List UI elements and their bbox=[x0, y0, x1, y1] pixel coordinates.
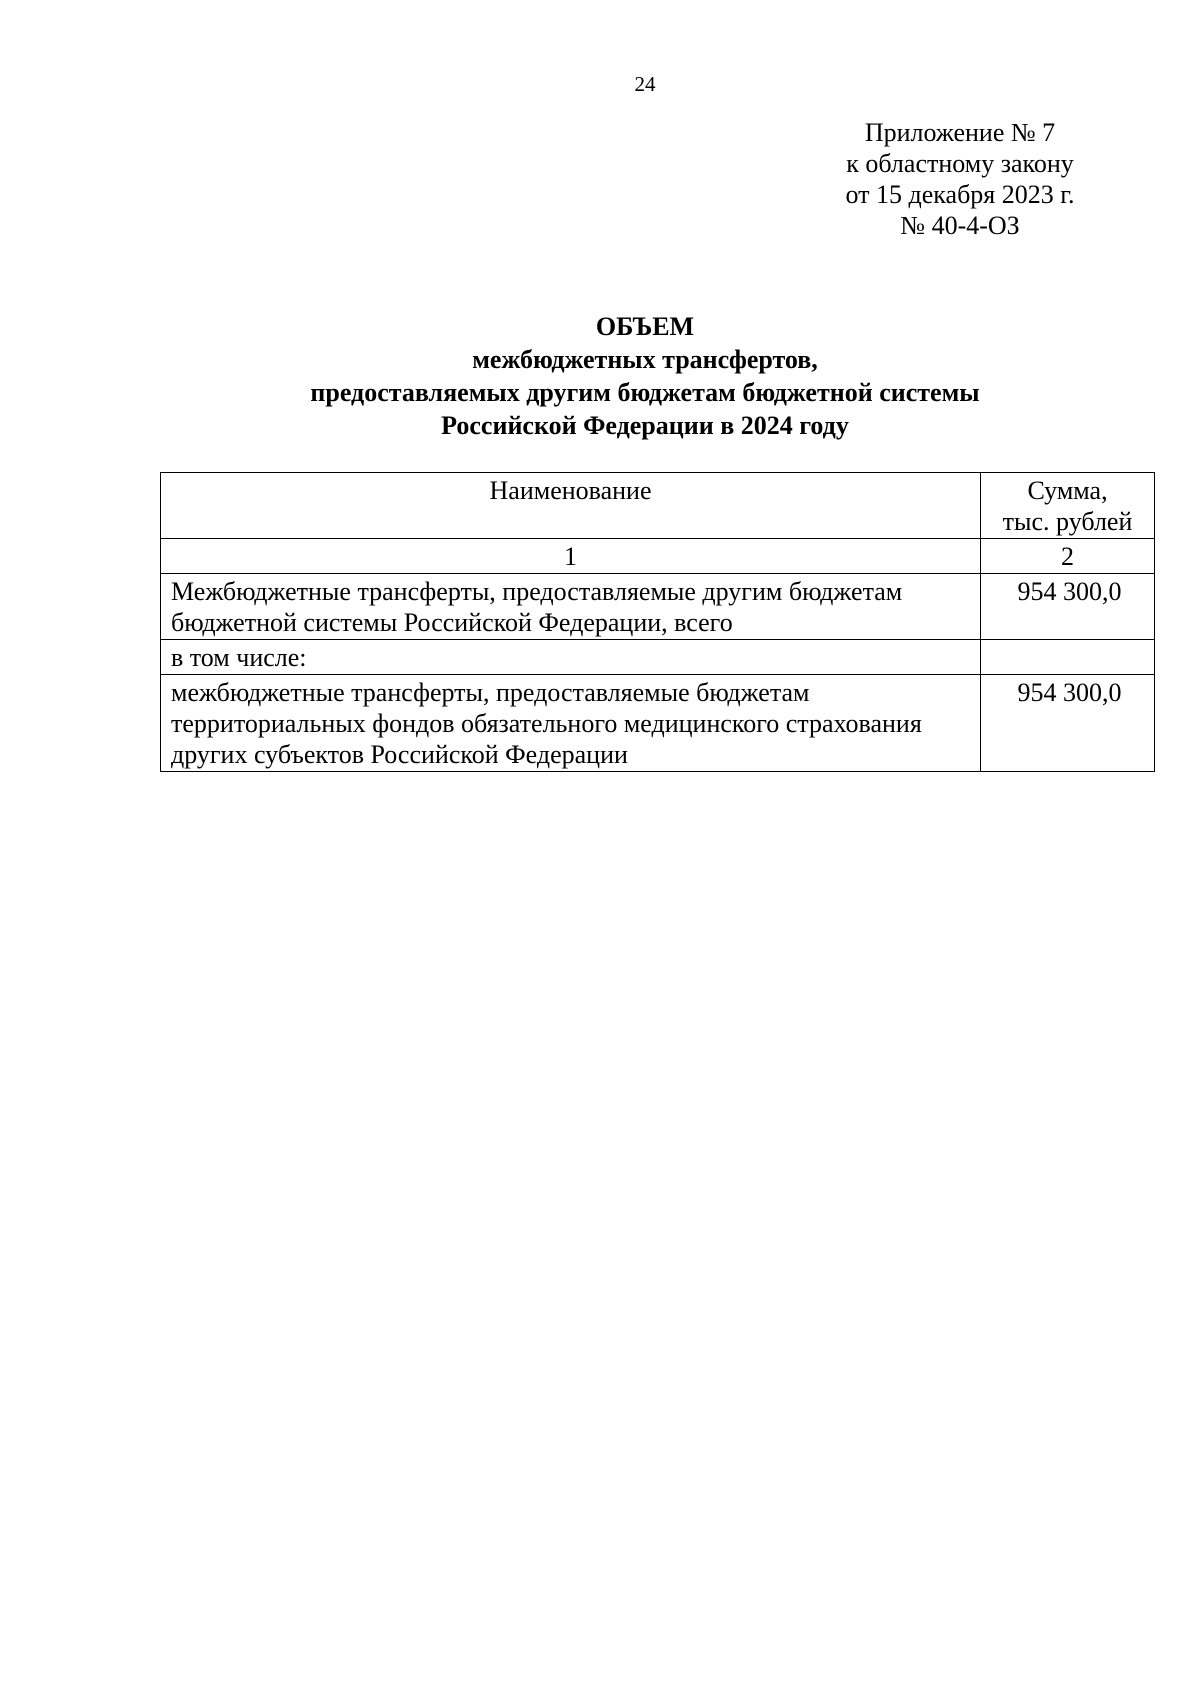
transfers-table bbox=[160, 472, 1155, 772]
row-sum-cell bbox=[981, 640, 1155, 675]
table-row bbox=[161, 574, 1155, 640]
appendix-line: к областному закону bbox=[846, 149, 1074, 178]
row-name-cell: в том числе: bbox=[161, 640, 981, 675]
table-row bbox=[161, 640, 1155, 675]
column-number-cell: 2 bbox=[981, 539, 1155, 574]
appendix-line: Приложение № 7 bbox=[864, 118, 1056, 147]
column-number-row bbox=[161, 539, 1155, 574]
row-sum-cell: 954 300,0 bbox=[981, 574, 1155, 640]
header-sum-cell bbox=[981, 473, 1155, 539]
appendix-reference bbox=[800, 117, 1120, 241]
header-sum-line: тыс. рублей bbox=[1002, 507, 1133, 536]
header-name-cell: Наименование bbox=[161, 473, 981, 539]
title-line: Российской Федерации в 2024 году bbox=[441, 411, 849, 440]
table-row bbox=[161, 675, 1155, 772]
column-number-cell: 1 bbox=[161, 539, 981, 574]
appendix-line: от 15 декабря 2023 г. bbox=[845, 180, 1075, 209]
title-line: ОБЪЕМ bbox=[595, 312, 695, 341]
table-header-row bbox=[161, 473, 1155, 539]
row-name-cell: межбюджетные трансферты, предоставляемые бюджетам территориальных фондов обязательного медицинского страхования других субъектов Российской Федерации bbox=[161, 675, 981, 772]
title-line: предоставляемых другим бюджетам бюджетной системы bbox=[310, 378, 980, 407]
appendix-line: № 40-4-ОЗ bbox=[900, 211, 1020, 240]
document-title bbox=[150, 310, 1140, 442]
page-number: 24 bbox=[634, 72, 656, 96]
row-name-cell: Межбюджетные трансферты, предоставляемые другим бюджетам бюджетной системы Российской Федерации, всего bbox=[161, 574, 981, 640]
title-line: межбюджетных трансфертов, bbox=[472, 345, 818, 374]
header-sum-line: Сумма, bbox=[1027, 476, 1108, 505]
row-sum-cell: 954 300,0 bbox=[981, 675, 1155, 772]
